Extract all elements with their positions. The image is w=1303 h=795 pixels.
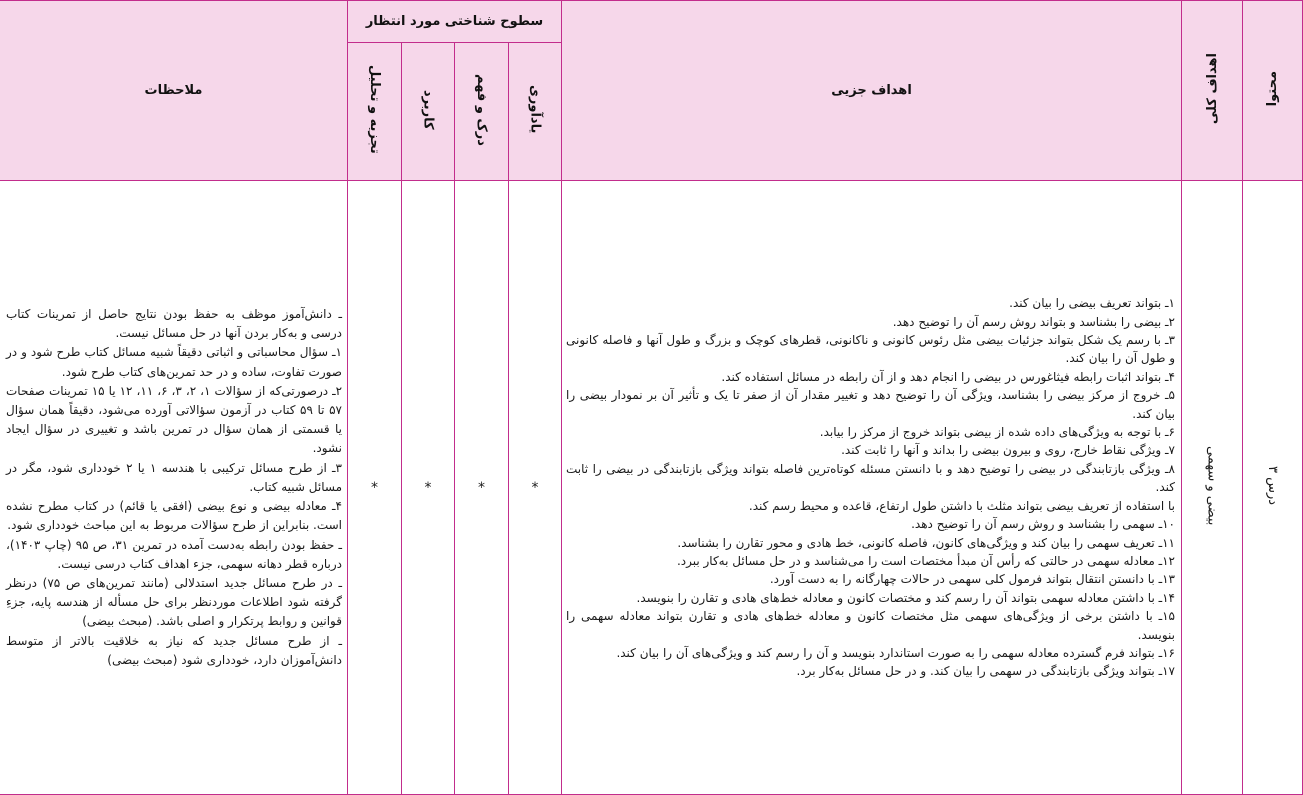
mark-understand: * xyxy=(478,479,485,496)
mark-analyze: * xyxy=(371,479,378,496)
mark-apply-cell xyxy=(402,181,455,795)
detailed-goal-item: ۳ـ با رسم یک شکل بتواند جزئیات بیضی مثل رئوس کانونی و ناکانونی، قطرهای کوچک و بزرگ و طول آنها و فاصله کانونی و طول آن را بیان کند. xyxy=(566,333,1175,366)
detailed-goals-list xyxy=(562,294,1181,681)
detailed-goal-item: ۱۵ـ با داشتن برخی از ویژگی‌های سهمی مثل مختصات کانون و معادله خط‌های هادی و تقارن بتواند معادله سهمی را بنویسد. xyxy=(566,609,1175,642)
detailed-goal-item: ۱۶ـ بتواند فرم گسترده معادله سهمی را به صورت استاندارد بنویسد و آن را رسم کند و ویژگی‌های آن را بیان کند. xyxy=(616,645,1175,660)
header-cognitive-levels: سطوح شناختی مورد انتظار xyxy=(348,1,562,43)
mark-apply: * xyxy=(424,479,432,496)
notes-list xyxy=(0,305,347,670)
detailed-goal-item: ۱۴ـ با داشتن معادله سهمی بتواند آن را رسم کند و مختصات کانون و معادله خط‌های هادی و تقارن را بنویسد. xyxy=(636,590,1175,605)
mark-understand-cell xyxy=(455,181,509,795)
header-level-understand-label: درک و فهم xyxy=(474,73,489,146)
header-level-remember xyxy=(509,43,562,181)
header-content xyxy=(1243,1,1303,181)
general-goal-cell xyxy=(1182,181,1243,795)
detailed-goal-item: با استفاده از تعریف بیضی بتواند مثلث با داشتن طول ارتفاع، قاعده و محیط رسم کند. xyxy=(748,498,1175,513)
mark-remember: * xyxy=(531,479,539,496)
header-level-analyze xyxy=(348,43,402,181)
note-item: ـ دانش‌آموز موظف به حفظ بودن نتایج حاصل از تمرینات کتاب درسی و به‌کار بردن آنها در حل مسائل نیست. xyxy=(6,307,342,341)
mark-remember-cell xyxy=(509,181,562,795)
header-level-analyze-label: تجزیه و تحلیل xyxy=(367,65,382,154)
detailed-goal-item: ۵ـ خروج از مرکز بیضی را بشناسد، ویژگی آن را توضیح دهد و تغییر مقدار آن از صفر تا یک و تأثیر آن بر نمودار بیضی را بیان کند. xyxy=(566,388,1175,421)
detailed-goal-item: ۲ـ بیضی را بشناسد و بتواند روش رسم آن را توضیح دهد. xyxy=(892,314,1175,329)
header-level-understand xyxy=(455,43,509,181)
header-notes: ملاحظات xyxy=(0,1,348,181)
content-label: درس ۳ xyxy=(1265,465,1280,506)
header-content-label: محتوا xyxy=(1265,70,1280,107)
header-level-remember-label: یادآوری xyxy=(527,85,543,134)
header-level-apply-label: کاربرد xyxy=(420,89,436,130)
note-item: ۲ـ درصورتی‌که از سؤالات ۱، ۲، ۳، ۶، ۱۱، ۱۲ یا ۱۵ تمرینات صفحات ۵۷ تا ۵۹ کتاب در آزمون سؤالاتی آورده می‌شود، دقیقاً همان سؤال یا قسمتی از همان سؤال در تمرین باشد و تغییری در سؤال ایجاد نشود. xyxy=(6,383,343,456)
general-goal-label: بیضی و سهمی xyxy=(1204,445,1220,526)
mark-analyze-cell xyxy=(348,181,402,795)
content-cell xyxy=(1243,181,1303,795)
note-item: ۱ـ سؤال محاسباتی و اثباتی دقیقاً شبیه مسائل کتاب طرح شود و در صورت تفاوت، ساده و در حد تمرین‌های کتاب طرح شود. xyxy=(6,345,342,379)
detailed-goal-item: ۴ـ بتواند اثبات رابطه فیثاغورس در بیضی را انجام دهد و از آن رابطه در مسائل استفاده کند. xyxy=(721,369,1175,384)
note-item: ۳ـ از طرح مسائل ترکیبی با هندسه ۱ یا ۲ خودداری شود، مگر در مسائل شبیه کتاب. xyxy=(6,460,342,494)
header-detailed-goals: اهداف جزیی xyxy=(562,1,1182,181)
detailed-goal-item: ۸ـ ویژگی بازتابندگی در بیضی را توضیح دهد و با دانستن مسئله کوتاه‌ترین فاصله بتواند ویژگی بازتابندگی در بیضی را ثابت کند. xyxy=(566,461,1175,495)
detailed-goal-item: ۱۱ـ تعریف سهمی را بیان کند و ویژگی‌های کانون، فاصله کانونی، خط هادی و محور تقارن را بشناسد. xyxy=(677,535,1175,550)
detailed-goal-item: ۱۷ـ بتواند ویژگی بازتابندگی در سهمی را بیان کند. و در حل مسائل به‌کار برد. xyxy=(796,664,1175,679)
detailed-goal-item: ۱ـ بتواند تعریف بیضی را بیان کند. xyxy=(1009,296,1175,311)
note-item: ـ حفظ بودن رابطه به‌دست آمده در تمرین ۳۱، ص ۹۵ (چاپ ۱۴۰۳)، درباره قطر دهانه سهمی، جزء اهداف کتاب درسی نیست. xyxy=(6,537,343,571)
detailed-goal-item: ۶ـ با توجه به ویژگی‌های داده شده از بیضی بتواند خروج از مرکز را بیابد. xyxy=(819,425,1175,440)
detailed-goals-cell xyxy=(562,181,1182,795)
note-item: ـ از طرح مسائل جدید که نیاز به خلاقیت بالاتر از متوسط دانش‌آموزان دارد، خودداری شود (مبحث بیضی) xyxy=(6,633,342,667)
note-item: ۴ـ معادله بیضی و نوع بیضی (افقی یا قائم) در کتاب مطرح نشده است. بنابراین از طرح سؤالات مربوط به این مباحث خودداری شود. xyxy=(6,499,342,533)
header-general-goals xyxy=(1182,1,1243,181)
header-level-apply xyxy=(402,43,455,181)
detailed-goal-item: ۱۰ـ سهمی را بشناسد و روش رسم آن را توضیح دهد. xyxy=(911,517,1175,532)
header-general-goals-label: اهداف کلی xyxy=(1204,52,1220,125)
note-item: ـ در طرح مسائل جدید استدلالی (مانند تمرین‌های ص ۷۵) درنظر گرفته شود اطلاعات موردنظر برای حل مسأله از هندسه پایه، جزءِ قوانین و روابط پرتکرار و اصلی باشد. (مبحث بیضی) xyxy=(6,575,342,629)
detailed-goal-item: ۱۲ـ معادله سهمی در حالتی که رأس آن مبدأ مختصات است را می‌شناسد و در حل مسائل به‌کار ببرد. xyxy=(676,553,1175,568)
notes-cell xyxy=(0,181,348,795)
detailed-goal-item: ۱۳ـ با دانستن انتقال بتواند فرمول کلی سهمی در حالات چهارگانه را به دست آورد. xyxy=(769,572,1175,587)
detailed-goal-item: ۷ـ ویژگی نقاط خارج، روی و بیرون بیضی را بداند و آنها را ثابت کند. xyxy=(841,443,1175,458)
